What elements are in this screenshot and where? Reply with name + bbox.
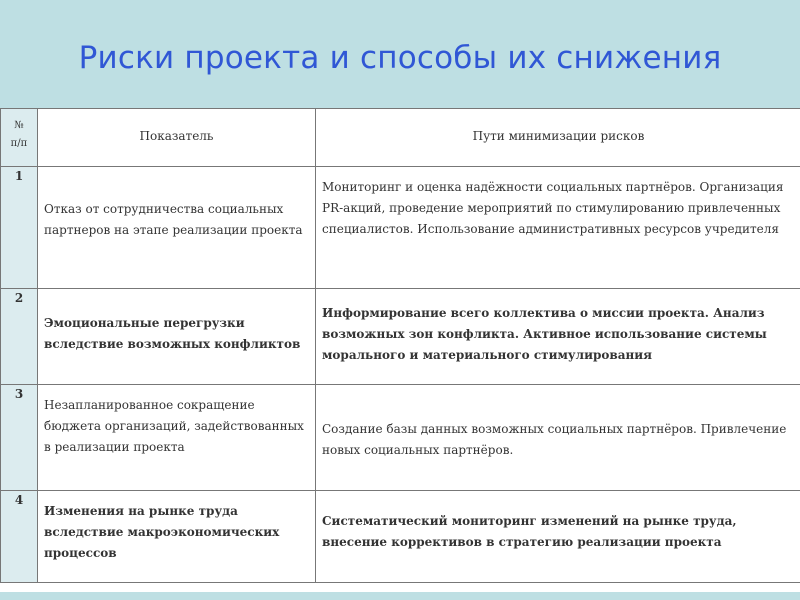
row-indicator-cell [38,167,316,289]
title-band [0,0,800,108]
header-indicator-label: Показатель [139,129,214,143]
slide-title: Риски проекта и способы их снижения [78,40,722,76]
row-indicator-text: Изменения на рынке труда вследствие макроэкономических процессов [44,504,280,560]
header-indicator-cell [38,109,316,167]
row-indicator-text: Незапланированное сокращение бюджета организаций, задействованных в реализации проекта [44,398,304,454]
header-ways-label: Пути минимизации рисков [472,129,645,143]
row-indicator-cell [38,289,316,385]
row-ways-cell [316,385,800,491]
row-number-cell [1,167,38,289]
row-ways-text: Информирование всего коллектива о миссии проекта. Анализ возможных зон конфликта. Активное использование системы морального и материального стимулирования [322,306,767,362]
bottom-strip [0,592,800,600]
row-number: 3 [14,387,24,401]
row-number: 1 [14,169,24,183]
row-ways-text: Создание базы данных возможных социальных партнёров. Привлечение новых социальных партнёров. [322,422,787,457]
row-number: 4 [14,493,24,507]
header-number-sign: № [14,120,24,131]
row-ways-text: Систематический мониторинг изменений на рынке труда, внесение коррективов в стратегию реализации проекта [322,514,737,549]
risk-table-container [0,108,800,583]
row-ways-text: Мониторинг и оценка надёжности социальных партнёров. Организация PR-акций, проведение мероприятий по стимулированию привлеченных специалистов. Использование административных ресурсов учредителя [322,180,784,236]
row-indicator-text: Эмоциональные перегрузки вследствие возможных конфликтов [44,316,301,351]
table-header-row [1,109,800,167]
table-row [1,385,800,491]
row-number-cell [1,385,38,491]
header-number-label: п/п [10,138,28,149]
table-row [1,491,800,583]
table-row [1,167,800,289]
row-indicator-cell [38,385,316,491]
row-indicator-text: Отказ от сотрудничества социальных партнеров на этапе реализации проекта [44,202,303,237]
header-ways-cell [316,109,800,167]
row-indicator-cell [38,491,316,583]
table-row [1,289,800,385]
row-ways-cell [316,491,800,583]
row-ways-cell [316,289,800,385]
row-number-cell [1,289,38,385]
row-number: 2 [14,291,24,305]
header-number-cell [1,109,38,167]
risk-table [0,108,800,583]
row-ways-cell [316,167,800,289]
row-number-cell [1,491,38,583]
